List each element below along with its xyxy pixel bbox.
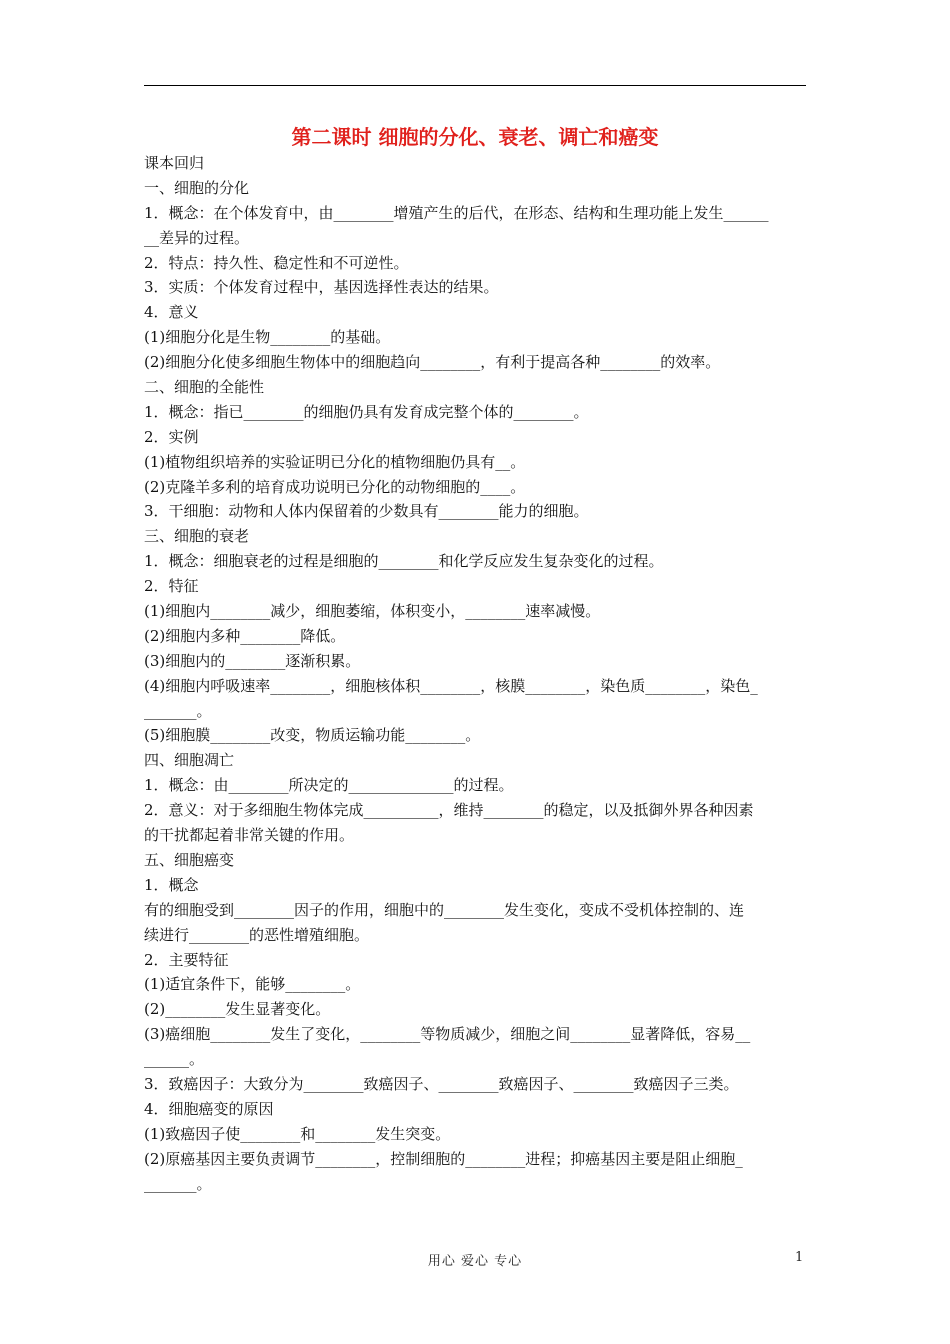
text-line: 有的细胞受到________因子的作用，细胞中的________发生变化，变成不受机体控制的、连 [144, 900, 745, 919]
text-line: ______。 [144, 1050, 205, 1069]
text-line: (4)细胞内呼吸速率________，细胞核体积________，核膜________，染色质________，染色_ [144, 676, 758, 695]
text-line: (1)适宜条件下，能够________。 [144, 975, 361, 994]
text-line: (2)克隆羊多利的培育成功说明已分化的动物细胞的____。 [144, 477, 526, 496]
text-line: 一、细胞的分化 [144, 178, 250, 197]
text-line: 2．特点：持久性、稳定性和不可逆性。 [144, 253, 409, 272]
text-line: 2．实例 [144, 427, 199, 446]
text-line: 五、细胞癌变 [144, 850, 235, 869]
text-line: (5)细胞膜________改变，物质运输功能________。 [144, 726, 481, 745]
text-line: (1)细胞分化是生物________的基础。 [144, 328, 391, 347]
text-line: (2)原癌基因主要负责调节________，控制细胞的________进程；抑癌基因主要是阻止细胞_ [144, 1149, 743, 1168]
text-line: 4．细胞癌变的原因 [144, 1099, 274, 1118]
text-line: _______。 [144, 1174, 212, 1193]
document-body [144, 151, 806, 1196]
text-line: 2．特征 [144, 577, 199, 596]
page-number: 1 [795, 1250, 804, 1265]
text-line: (1)植物组织培养的实验证明已分化的植物细胞仍具有__。 [144, 452, 526, 471]
text-line: (1)细胞内________减少，细胞萎缩，体积变小，________速率减慢。 [144, 602, 601, 621]
text-line: (2)________发生显著变化。 [144, 1000, 331, 1019]
text-line: 的干扰都起着非常关键的作用。 [144, 826, 355, 845]
text-line: 4．意义 [144, 303, 199, 322]
text-line: 课本回归 [144, 154, 205, 172]
document-title: 第二课时 细胞的分化、衰老、调亡和癌变 [291, 125, 659, 149]
footer-slogan: 用心 爱心 专心 [427, 1254, 523, 1269]
text-line: (3)细胞内的________逐渐积累。 [144, 651, 361, 670]
text-line: 3．致癌因子：大致分为________致癌因子、________致癌因子、________致癌因子三类。 [144, 1074, 739, 1093]
text-line: _______。 [144, 701, 212, 720]
header-rule [144, 85, 806, 86]
text-line: (2)细胞分化使多细胞生物体中的细胞趋向________，有利于提高各种________的效率。 [144, 353, 721, 372]
text-line: (1)致癌因子使________和________发生突变。 [144, 1124, 451, 1143]
text-line: 三、细胞的衰老 [144, 527, 250, 546]
text-line: 3．干细胞：动物和人体内保留着的少数具有________能力的细胞。 [144, 502, 589, 521]
text-line: 1．概念：指已________的细胞仍具有发育成完整个体的________。 [144, 402, 589, 421]
text-line: __差异的过程。 [144, 228, 250, 247]
text-line: 1．概念：细胞衰老的过程是细胞的________和化学反应发生复杂变化的过程。 [144, 552, 664, 571]
text-line: (3)癌细胞________发生了变化，________等物质减少，细胞之间________显著降低，容易__ [144, 1025, 751, 1044]
text-line: 续进行________的恶性增殖细胞。 [144, 925, 370, 944]
text-line: 四、细胞凋亡 [144, 751, 235, 770]
text-line: 1．概念：由________所决定的______________的过程。 [144, 776, 514, 795]
text-line: (2)细胞内多种________降低。 [144, 626, 346, 645]
text-line: 1．概念：在个体发育中，由________增殖产生的后代，在形态、结构和生理功能上发生______ [144, 203, 769, 222]
text-line: 3．实质：个体发育过程中，基因选择性表达的结果。 [144, 278, 499, 297]
text-line: 2．主要特征 [144, 950, 229, 969]
text-line: 1．概念 [144, 875, 199, 894]
text-line: 二、细胞的全能性 [144, 378, 265, 397]
text-line: 2．意义：对于多细胞生物体完成__________，维持________的稳定，以及抵御外界各种因素 [144, 801, 754, 820]
